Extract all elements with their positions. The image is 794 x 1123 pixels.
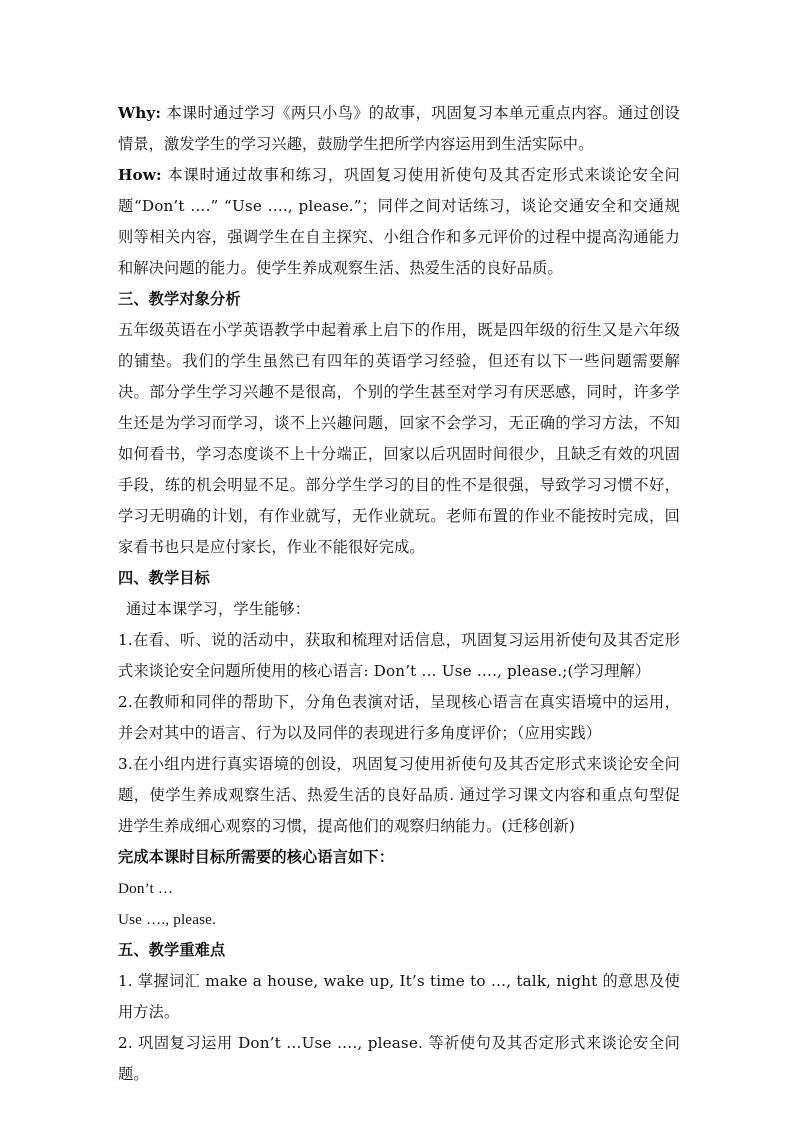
key-point-2: 2. 巩固复习运用 Don’t …Use …., please. 等祈使句及其否定形式来谈论安全问题。 (118, 1034, 680, 1083)
core-language-heading: 完成本课时目标所需要的核心语言如下： (118, 848, 395, 866)
goal-item-2: 2.在教师和同伴的帮助下，分角色表演对话，呈现核心语言在真实语境中的运用，并会对其中的语言、行为以及同伴的表现进行多角度评价；（应用实践） (118, 693, 680, 742)
why-paragraph (118, 98, 680, 160)
section4-heading: 四、教学目标 (118, 569, 211, 587)
key-point-1: 1. 掌握词汇 make a house, wake up, It’s time to …, talk, night 的意思及使用方法。 (118, 972, 680, 1021)
how-paragraph (118, 160, 680, 284)
section4-intro: 通过本课学习，学生能够： (126, 600, 311, 618)
section3-heading: 三、教学对象分析 (118, 290, 241, 308)
why-label: Why: (118, 104, 162, 122)
how-label: How: (118, 166, 162, 184)
goal-item-3: 3.在小组内进行真实语境的创设，巩固复习使用祈使句及其否定形式来谈论安全问题，使学生养成观察生活、热爱生活的良好品质. 通过学习课文内容和重点句型促进学生养成细心观察的习惯，提高他们的观察归纳能力。(迁移创新) (118, 755, 680, 835)
why-text: 本课时通过学习《两只小鸟》的故事，巩固复习本单元重点内容。通过创设情景，激发学生的学习兴趣，鼓励学生把所学内容运用到生活实际中。 (118, 104, 680, 153)
section5-heading: 五、教学重难点 (118, 941, 226, 959)
core-language-line-2: Use …., please. (118, 911, 216, 928)
how-text: 本课时通过故事和练习，巩固复习使用祈使句及其否定形式来谈论安全问题“Don’t ….” “Use …., please.”；同伴之间对话练习，谈论交通安全和交通规则等相关内容，强调学生在自主探究、小组合作和多元评价的过程中提高沟通能力和解决问题的能力。使学生养成观察生活、热爱生活的良好品质。 (118, 166, 680, 277)
section3-paragraph: 五年级英语在小学英语教学中起着承上启下的作用，既是四年级的衍生又是六年级的铺垫。我们的学生虽然已有四年的英语学习经验，但还有以下一些问题需要解决。部分学生学习兴趣不是很高，个别的学生甚至对学习有厌恶感，同时，许多学生还是为学习而学习，谈不上兴趣问题，回家不会学习，无正确的学习方法，不知如何看书，学习态度谈不上十分端正，回家以后巩固时间很少，且缺乏有效的巩固手段，练的机会明显不足。部分学生学习的目的性不是很强，导致学习习惯不好，学习无明确的计划，有作业就写，无作业就玩。老师布置的作业不能按时完成，回家看书也只是应付家长，作业不能很好完成。 (118, 321, 680, 556)
document-page (118, 98, 680, 1090)
goal-item-1: 1.在看、听、说的活动中，获取和梳理对话信息，巩固复习运用祈使句及其否定形式来谈论安全问题所使用的核心语言: Don’t … Use …., please.;(学习理解） (118, 631, 680, 680)
core-language-line-1: Don’t … (118, 880, 174, 897)
